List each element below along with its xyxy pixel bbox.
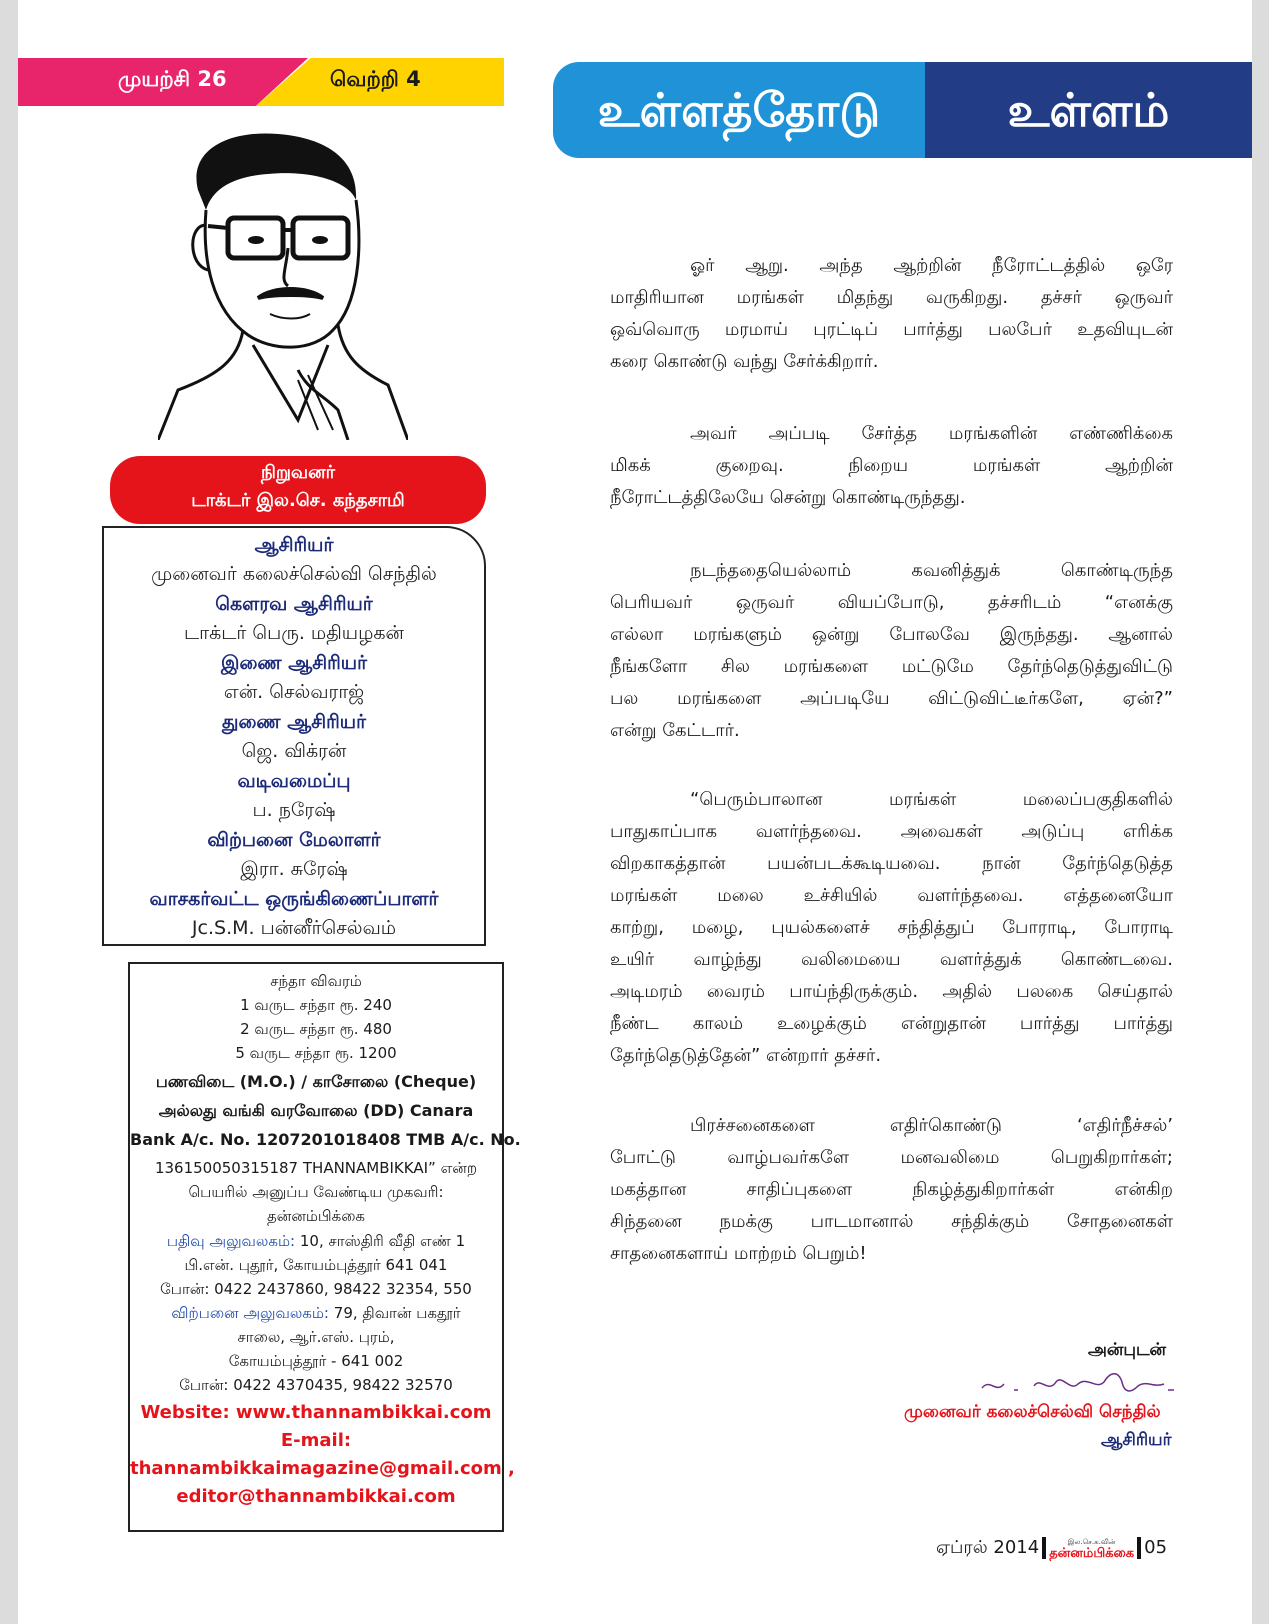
- page-number: 05: [1144, 1537, 1168, 1558]
- footer-divider: [1042, 1537, 1046, 1559]
- paragraph-line: விறகாகத்தான் பயன்படக்கூடியவை. நான் தேர்ந்தெடுத்த: [610, 853, 1173, 874]
- editorial-staff-box: [102, 526, 486, 946]
- title-part-1: உள்ளத்தோடு: [553, 62, 925, 158]
- founder-badge: [110, 456, 486, 524]
- staff-role: இணை ஆசிரியர்: [220, 652, 368, 674]
- paragraph-line: போட்டு வாழ்பவர்களே மனவலிமை பெறுகிறார்கள்;: [610, 1147, 1173, 1168]
- registered-office-line2: பி.என். புதூர், கோயம்புத்தூர் 641 041: [184, 1256, 448, 1274]
- website-link[interactable]: Website: www.thannambikkai.com: [140, 1402, 492, 1423]
- article-paragraph: [610, 418, 1173, 514]
- paragraph-line: நீங்களோ சில மரங்களை மட்டுமே தேர்ந்தெடுத்துவிட்டு: [610, 656, 1173, 677]
- staff-name: என். செல்வராஜ்: [223, 681, 365, 703]
- page-footer: [936, 1536, 1167, 1560]
- founder-name: டாக்டர் இல.செ. கந்தசாமி: [191, 490, 405, 511]
- staff-role: ஆசிரியர்: [254, 534, 334, 556]
- paragraph-line: மிகக் குறைவு. நிறைய மரங்கள் ஆற்றின்: [610, 455, 1173, 476]
- payment-line: பெயரில் அனுப்ப வேண்டிய முகவரி:: [188, 1183, 444, 1201]
- paragraph-line: அவர் அப்படி சேர்த்த மரங்களின் எண்ணிக்கை: [690, 423, 1173, 444]
- subscription-rate: 5 வருட சந்தா ரூ. 1200: [235, 1044, 397, 1062]
- subscription-rate: 1 வருட சந்தா ரூ. 240: [240, 996, 392, 1014]
- footer-divider: [1137, 1537, 1141, 1559]
- registered-office-phone: போன்: 0422 2437860, 98422 32354, 550: [160, 1280, 472, 1298]
- staff-role: கௌரவ ஆசிரியர்: [215, 593, 373, 615]
- paragraph-line: கரை கொண்டு வந்து சேர்க்கிறார்.: [610, 351, 879, 372]
- sales-office-line2: சாலை, ஆர்.எஸ். புரம்,: [237, 1328, 395, 1346]
- paragraph-line: பிரச்சனைகளை எதிர்கொண்டு ‘எதிர்நீச்சல்’: [690, 1115, 1173, 1136]
- founder-portrait: [158, 130, 408, 440]
- issue-volume: முயற்சி 26: [118, 67, 227, 91]
- sales-office: [130, 1304, 502, 1324]
- registered-office: [130, 1232, 502, 1252]
- staff-name: Jc.S.M. பன்னீர்செல்வம்: [191, 917, 397, 939]
- sales-office-label: விற்பனை அலுவலகம்:: [171, 1304, 329, 1322]
- paragraph-line: ஒவ்வொரு மரமாய் புரட்டிப் பார்த்து பலபேர் உதவியுடன்: [610, 319, 1173, 340]
- payment-line: Bank A/c. No. 1207201018408 TMB A/c. No.: [130, 1130, 521, 1149]
- paragraph-line: தேர்ந்தெடுத்தேன்” என்றார் தச்சர்.: [610, 1045, 882, 1066]
- paragraph-line: எல்லா மரங்களும் ஒன்று போலவே இருந்தது. ஆனால்: [610, 624, 1173, 645]
- magazine-page: [18, 0, 1252, 1624]
- paragraph-line: மரங்கள் மலை உச்சியில் வளர்ந்தவை. எத்தனையோ: [610, 885, 1173, 906]
- paragraph-line: நீண்ட காலம் உழைக்கும் என்றுதான் பார்த்து பார்த்து: [610, 1013, 1173, 1034]
- subscription-heading: சந்தா விவரம்: [270, 972, 362, 990]
- registered-office-label: பதிவு அலுவலகம்:: [166, 1232, 296, 1250]
- staff-name: டாக்டர் பெரு. மதியழகன்: [184, 622, 404, 644]
- email-link[interactable]: editor@thannambikkai.com: [176, 1486, 456, 1507]
- paragraph-line: பல மரங்களை அப்படியே விட்டுவிட்டீர்களே, ஏன்?”: [610, 688, 1173, 709]
- title-part-2: உள்ளம்: [925, 62, 1252, 158]
- article-title: [553, 62, 1252, 158]
- subscription-box: [128, 962, 521, 1532]
- magazine-brand: [1049, 1536, 1134, 1560]
- magazine-brand-name: தன்னம்பிக்கை: [1049, 1546, 1135, 1561]
- paragraph-line: சிந்தனை நமக்கு பாடமானால் சந்திக்கும் சோதனைகள்: [610, 1211, 1173, 1232]
- paragraph-line: என்று கேட்டார்.: [610, 720, 740, 741]
- sales-office-phone: போன்: 0422 4370435, 98422 32570: [179, 1376, 453, 1394]
- issue-date: ஏப்ரல் 2014: [936, 1537, 1040, 1558]
- paragraph-line: உயிர் வாழ்ந்து வலிமையை வளர்த்துக் கொண்டவை.: [610, 949, 1173, 970]
- handwritten-signature: [978, 1364, 1178, 1402]
- paragraph-line: பாதுகாப்பாக வளர்ந்தவை. அவைகள் அடுப்பு எரிக்க: [610, 821, 1173, 842]
- staff-name: முனைவர் கலைச்செல்வி செந்தில்: [151, 563, 437, 585]
- paragraph-line: நீரோட்டத்திலேயே சென்று கொண்டிருந்தது.: [610, 487, 966, 508]
- paragraph-line: மகத்தான சாதிப்புகளை நிகழ்த்துகிறார்கள் என்கிற: [610, 1179, 1173, 1200]
- email-label: E-mail:: [280, 1430, 352, 1451]
- paragraph-line: ஓர் ஆறு. அந்த ஆற்றின் நீரோட்டத்தில் ஒரே: [690, 255, 1173, 276]
- payment-line: அல்லது வங்கி வரவோலை (DD) Canara: [158, 1101, 474, 1120]
- sales-office-line3: கோயம்புத்தூர் - 641 002: [228, 1352, 404, 1370]
- sales-office-address: 79, திவான் பகதூர்: [333, 1304, 461, 1322]
- paragraph-line: மாதிரியான மரங்கள் மிதந்து வருகிறது. தச்சர் ஒருவர்: [610, 287, 1173, 308]
- registered-office-address: 10, சாஸ்திரி வீதி எண் 1: [299, 1232, 466, 1250]
- editor-name: முனைவர் கலைச்செல்வி செந்தில்: [904, 1402, 1161, 1422]
- staff-role: துணை ஆசிரியர்: [221, 711, 367, 733]
- article-paragraph: [610, 250, 1173, 378]
- staff-name: இரா. சுரேஷ்: [240, 858, 348, 880]
- founder-role: நிறுவனர்: [260, 462, 336, 483]
- paragraph-line: பெரியவர் ஒருவர் வியப்போடு, தச்சரிடம் “எனக்கு: [610, 592, 1173, 613]
- payment-line: 136150050315187 THANNAMBIKKAI” என்ற: [154, 1159, 478, 1177]
- payment-line: தன்னம்பிக்கை: [267, 1207, 365, 1225]
- staff-role: வடிவமைப்பு: [237, 770, 351, 792]
- article-paragraph: [610, 784, 1173, 1072]
- paragraph-line: “பெரும்பாலான மரங்கள் மலைப்பகுதிகளில்: [690, 789, 1173, 810]
- subscription-rate: 2 வருட சந்தா ரூ. 480: [240, 1020, 392, 1038]
- paragraph-line: அடிமரம் வைரம் பாய்ந்திருக்கும். அதில் பலகை செய்தால்: [610, 981, 1173, 1002]
- staff-role: விற்பனை மேலாளர்: [207, 829, 381, 851]
- signoff-greeting: அன்புடன்: [1088, 1340, 1167, 1360]
- staff-name: ப. நரேஷ்: [252, 799, 336, 821]
- email-link[interactable]: thannambikkaimagazine@gmail.com ,: [130, 1458, 515, 1479]
- paragraph-line: சாதனைகளாய் மாற்றம் பெறும்!: [610, 1243, 867, 1264]
- article-paragraph: [610, 1110, 1173, 1270]
- editor-role: ஆசிரியர்: [1101, 1430, 1172, 1450]
- paragraph-line: நடந்ததையெல்லாம் கவனித்துக் கொண்டிருந்த: [690, 560, 1173, 581]
- magazine-brand-tag: இல.செ.க.வின்: [1067, 1538, 1116, 1546]
- staff-role: வாசகர்வட்ட ஒருங்கிணைப்பாளர்: [149, 888, 439, 910]
- issue-banner: [18, 58, 504, 106]
- paragraph-line: காற்று, மழை, புயல்களைச் சந்தித்துப் போராடி, போராடி: [610, 917, 1173, 938]
- payment-line: பணவிடை (M.O.) / காசோலை (Cheque): [155, 1072, 477, 1091]
- article-paragraph: [610, 555, 1173, 747]
- staff-name: ஜெ. விக்ரன்: [241, 740, 347, 762]
- issue-number: வெற்றி 4: [330, 67, 421, 91]
